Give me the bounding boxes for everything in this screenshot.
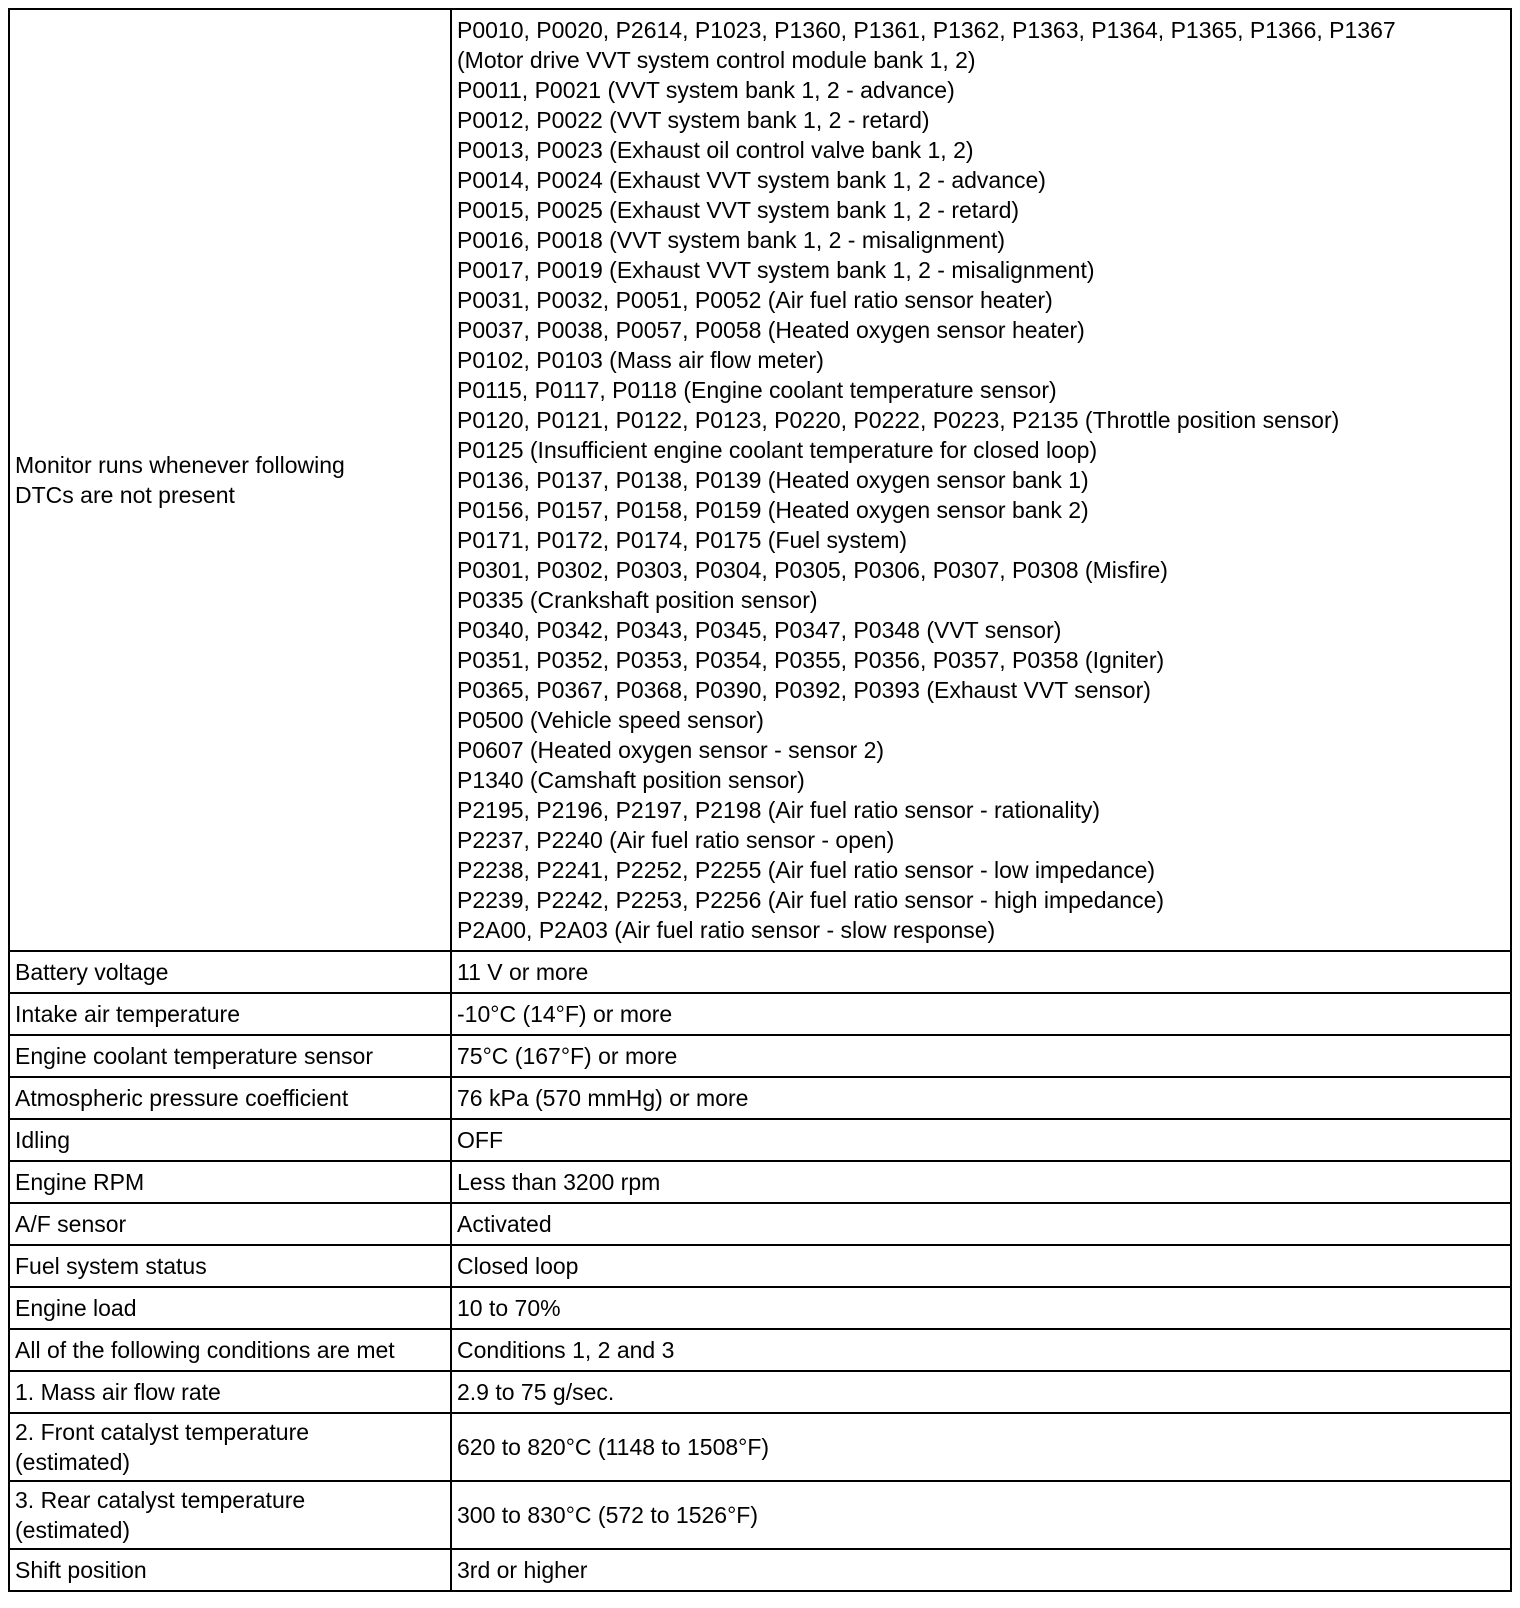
dtc-line: P0031, P0032, P0051, P0052 (Air fuel ratio sensor heater) — [457, 287, 1053, 313]
table-row — [9, 1161, 1511, 1203]
dtc-line: P2237, P2240 (Air fuel ratio sensor - open) — [457, 827, 895, 853]
row-label: Intake air temperature — [9, 993, 451, 1035]
row-value: Conditions 1, 2 and 3 — [451, 1329, 1511, 1371]
dtc-line: P2238, P2241, P2252, P2255 (Air fuel ratio sensor - low impedance) — [457, 857, 1156, 883]
dtc-line: P0037, P0038, P0057, P0058 (Heated oxygen sensor heater) — [457, 317, 1085, 343]
row-label: Atmospheric pressure coefficient — [9, 1077, 451, 1119]
row-value: 10 to 70% — [451, 1287, 1511, 1329]
table-row — [9, 1371, 1511, 1413]
dtc-line: P0016, P0018 (VVT system bank 1, 2 - misalignment) — [457, 227, 1006, 253]
dtc-line: P0301, P0302, P0303, P0304, P0305, P0306, P0307, P0308 (Misfire) — [457, 557, 1168, 583]
dtc-line: P2239, P2242, P2253, P2256 (Air fuel ratio sensor - high impedance) — [457, 887, 1165, 913]
dtc-line: P0017, P0019 (Exhaust VVT system bank 1, 2 - misalignment) — [457, 257, 1095, 283]
table-row — [9, 1245, 1511, 1287]
dtc-line: P0010, P0020, P2614, P1023, P1360, P1361, P1362, P1363, P1364, P1365, P1366, P1367 — [457, 17, 1396, 43]
row-value: 2.9 to 75 g/sec. — [451, 1371, 1511, 1413]
dtc-line: P0013, P0023 (Exhaust oil control valve bank 1, 2) — [457, 137, 974, 163]
row-value: Activated — [451, 1203, 1511, 1245]
enable-conditions-table — [8, 8, 1512, 1592]
dtc-line: P0136, P0137, P0138, P0139 (Heated oxygen sensor bank 1) — [457, 467, 1089, 493]
table-row — [9, 1481, 1511, 1549]
table-row — [9, 1203, 1511, 1245]
table-row — [9, 1329, 1511, 1371]
dtc-line: P0125 (Insufficient engine coolant temperature for closed loop) — [457, 437, 1098, 463]
dtc-line: P0365, P0367, P0368, P0390, P0392, P0393 (Exhaust VVT sensor) — [457, 677, 1151, 703]
row-value: 11 V or more — [451, 951, 1511, 993]
row-value: Less than 3200 rpm — [451, 1161, 1511, 1203]
dtc-line: P0014, P0024 (Exhaust VVT system bank 1, 2 - advance) — [457, 167, 1046, 193]
row-label-line: (estimated) — [15, 1517, 131, 1543]
dtc-line: P0340, P0342, P0343, P0345, P0347, P0348 (VVT sensor) — [457, 617, 1062, 643]
row-value: OFF — [451, 1119, 1511, 1161]
row-label: Engine load — [9, 1287, 451, 1329]
row-label: Battery voltage — [9, 951, 451, 993]
dtc-line: P0607 (Heated oxygen sensor - sensor 2) — [457, 737, 885, 763]
row-value: 3rd or higher — [451, 1549, 1511, 1591]
row-label — [9, 1413, 451, 1481]
dtc-line: P2195, P2196, P2197, P2198 (Air fuel ratio sensor - rationality) — [457, 797, 1101, 823]
dtc-line: P0102, P0103 (Mass air flow meter) — [457, 347, 824, 373]
table-row — [9, 1119, 1511, 1161]
dtc-line: P0335 (Crankshaft position sensor) — [457, 587, 818, 613]
row-label-line: DTCs are not present — [15, 482, 235, 508]
table-row-dtc-exclusions — [9, 9, 1511, 951]
row-label: 1. Mass air flow rate — [9, 1371, 451, 1413]
row-value: 300 to 830°C (572 to 1526°F) — [451, 1481, 1511, 1549]
table-row — [9, 1549, 1511, 1591]
row-label: Engine coolant temperature sensor — [9, 1035, 451, 1077]
row-value: 75°C (167°F) or more — [451, 1035, 1511, 1077]
dtc-line: P0500 (Vehicle speed sensor) — [457, 707, 764, 733]
row-label-line: Monitor runs whenever following — [15, 452, 345, 478]
row-label — [9, 1481, 451, 1549]
table-row — [9, 993, 1511, 1035]
row-value: 76 kPa (570 mmHg) or more — [451, 1077, 1511, 1119]
table-body — [9, 9, 1511, 1591]
row-label: Fuel system status — [9, 1245, 451, 1287]
dtc-line: P0171, P0172, P0174, P0175 (Fuel system) — [457, 527, 908, 553]
dtc-line: P0015, P0025 (Exhaust VVT system bank 1, 2 - retard) — [457, 197, 1020, 223]
row-label-line: 3. Rear catalyst temperature — [15, 1487, 306, 1513]
row-label: Shift position — [9, 1549, 451, 1591]
row-label: All of the following conditions are met — [9, 1329, 451, 1371]
dtc-line: P2A00, P2A03 (Air fuel ratio sensor - slow response) — [457, 917, 996, 943]
row-label: Engine RPM — [9, 1161, 451, 1203]
row-label-line: 2. Front catalyst temperature — [15, 1419, 310, 1445]
table-row — [9, 1035, 1511, 1077]
dtc-line: P0120, P0121, P0122, P0123, P0220, P0222, P0223, P2135 (Throttle position sensor) — [457, 407, 1340, 433]
row-label: A/F sensor — [9, 1203, 451, 1245]
dtc-line: P0012, P0022 (VVT system bank 1, 2 - retard) — [457, 107, 930, 133]
dtc-line: (Motor drive VVT system control module bank 1, 2) — [457, 47, 976, 73]
row-label-line: (estimated) — [15, 1449, 131, 1475]
dtc-line: P1340 (Camshaft position sensor) — [457, 767, 805, 793]
dtc-line: P0011, P0021 (VVT system bank 1, 2 - advance) — [457, 77, 955, 103]
table-row — [9, 1287, 1511, 1329]
row-value: -10°C (14°F) or more — [451, 993, 1511, 1035]
row-label — [9, 9, 451, 951]
row-label: Idling — [9, 1119, 451, 1161]
table-row — [9, 1077, 1511, 1119]
row-value: 620 to 820°C (1148 to 1508°F) — [451, 1413, 1511, 1481]
table-row — [9, 951, 1511, 993]
dtc-line: P0115, P0117, P0118 (Engine coolant temperature sensor) — [457, 377, 1057, 403]
table-row — [9, 1413, 1511, 1481]
row-value: Closed loop — [451, 1245, 1511, 1287]
dtc-line: P0351, P0352, P0353, P0354, P0355, P0356, P0357, P0358 (Igniter) — [457, 647, 1165, 673]
dtc-line: P0156, P0157, P0158, P0159 (Heated oxygen sensor bank 2) — [457, 497, 1089, 523]
dtc-list — [451, 9, 1511, 951]
